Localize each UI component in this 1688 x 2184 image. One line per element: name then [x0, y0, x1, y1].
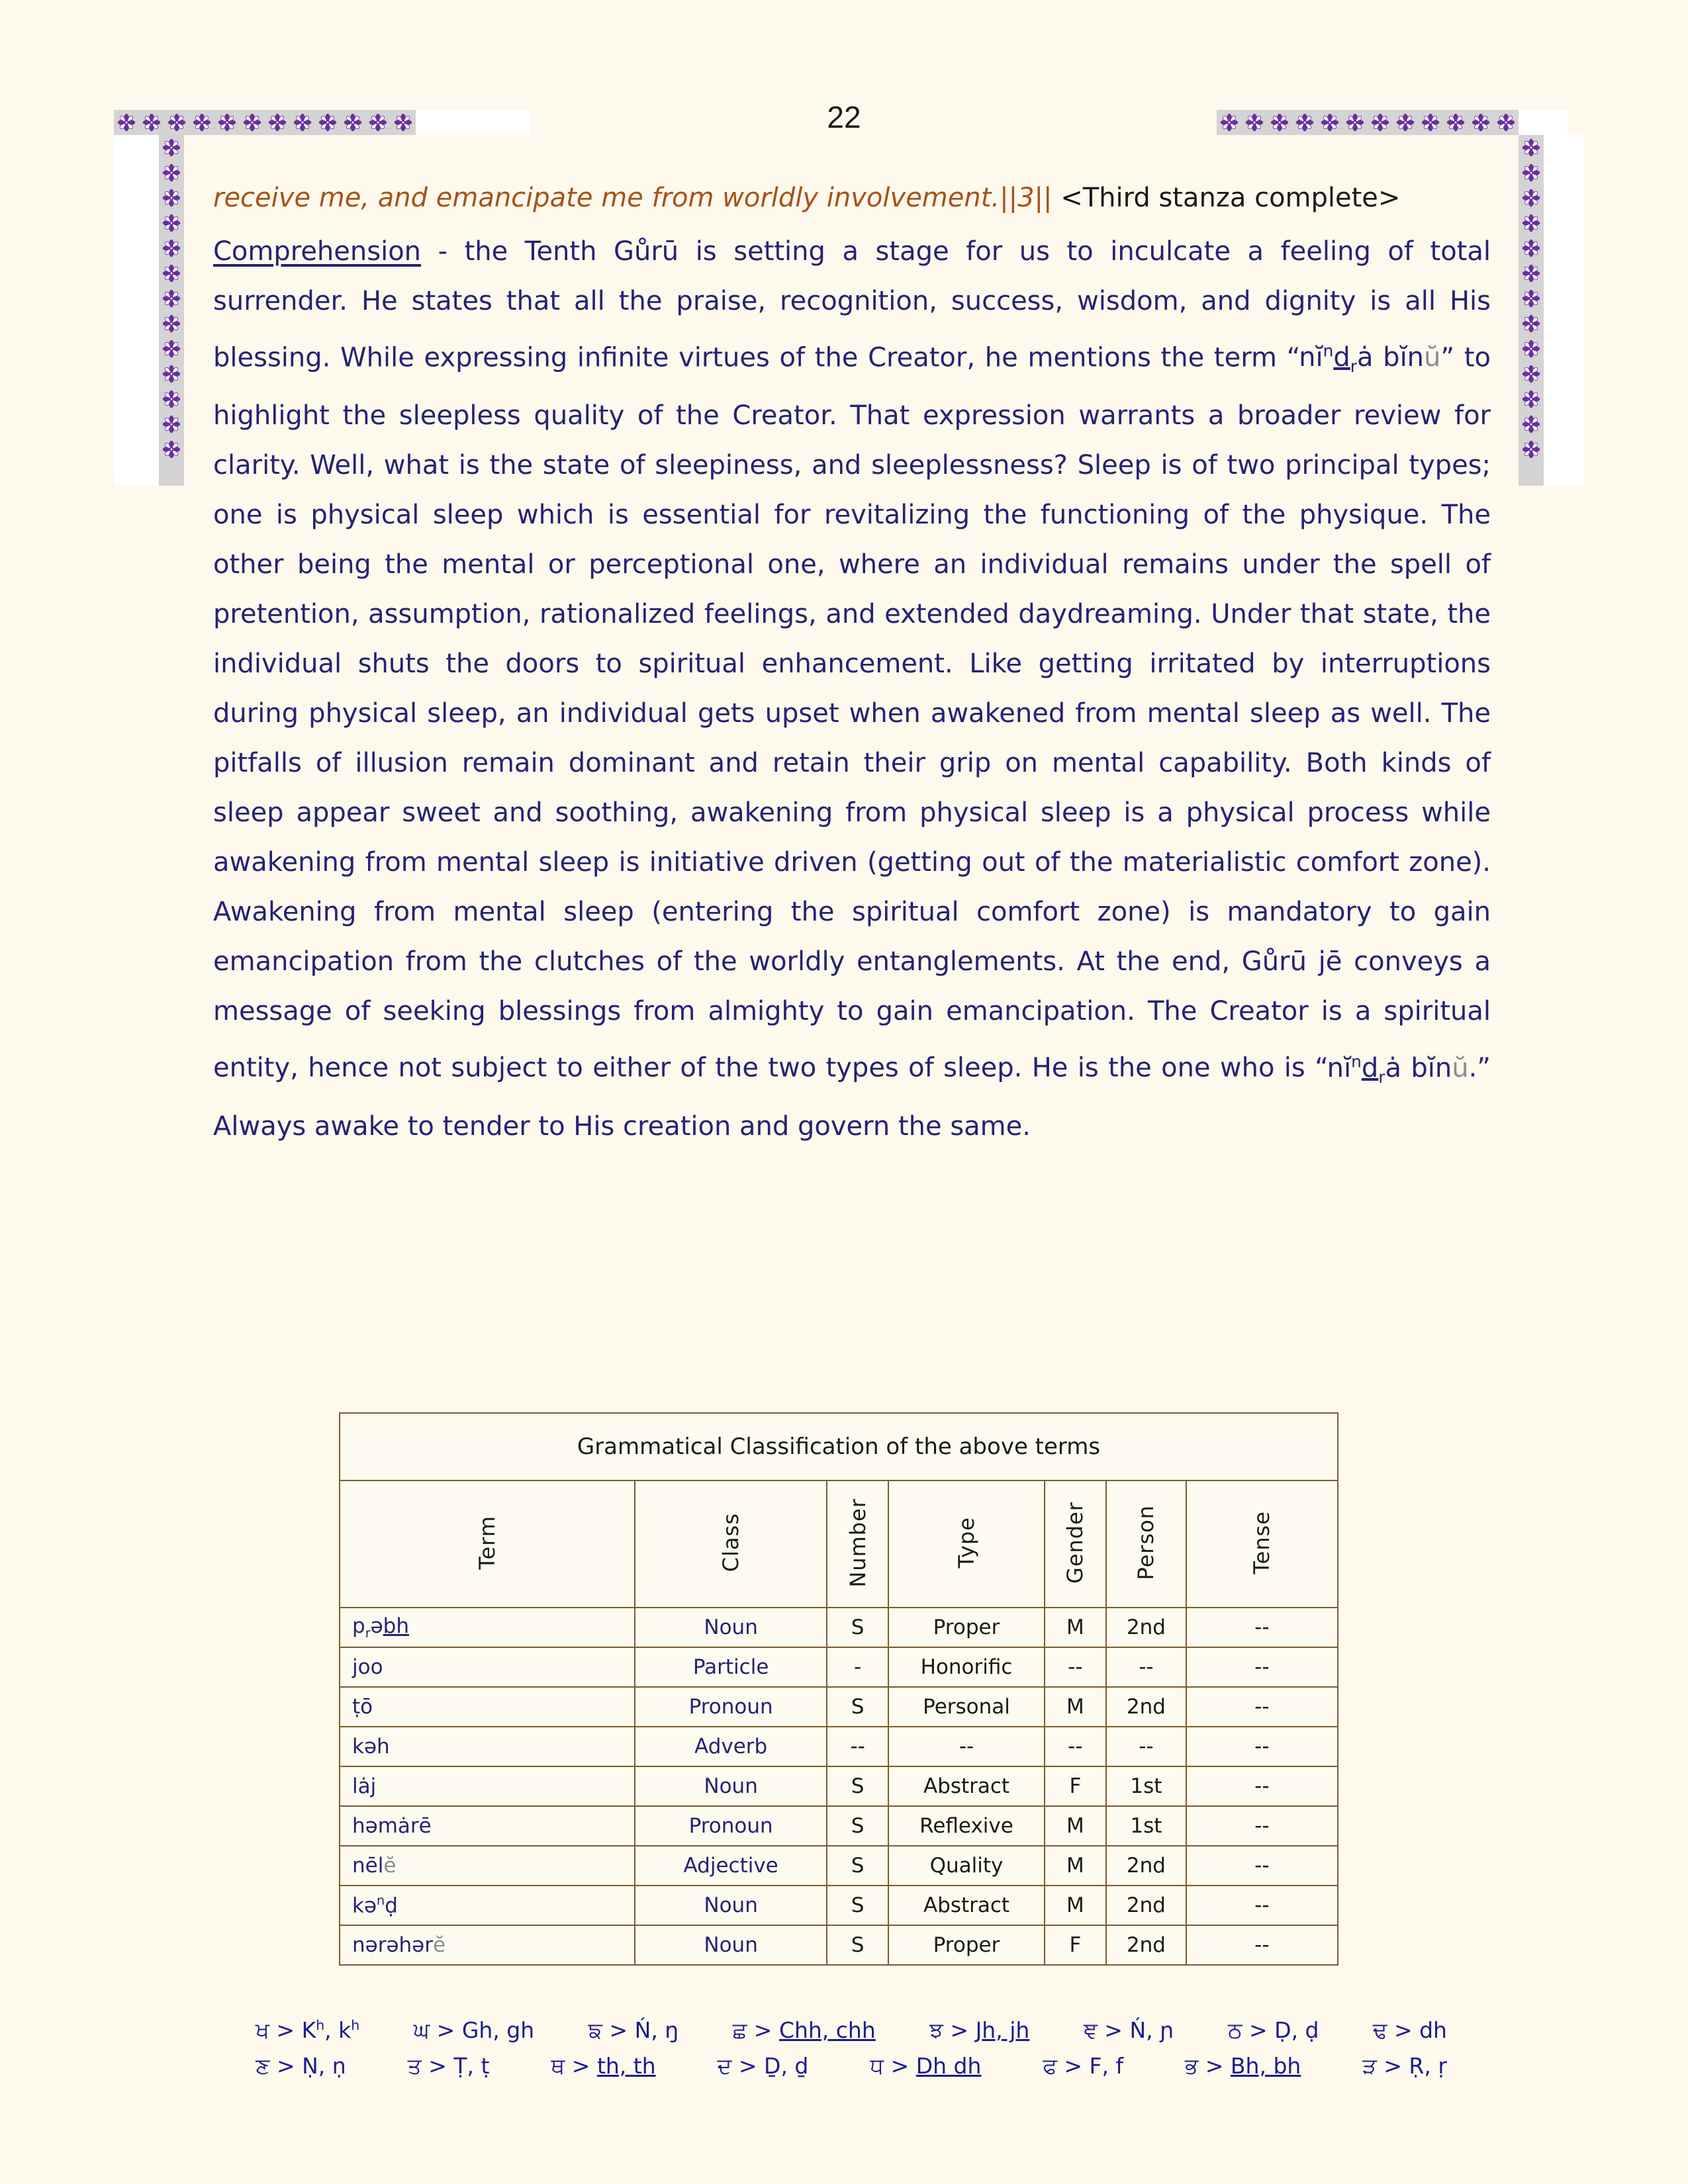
legend-gurmukhi-char: ਞ [1083, 2017, 1098, 2043]
table-row [340, 1727, 1338, 1766]
legend-roman: Dh dh [915, 2053, 982, 2079]
legend-arrow: > [1376, 2053, 1409, 2079]
cell-person: 2nd [1106, 1886, 1186, 1925]
flower-motif-icon [159, 236, 184, 261]
cell-number: S [827, 1846, 888, 1886]
table-header-row [340, 1480, 1338, 1608]
term-pre: həmȧrē [352, 1814, 432, 1838]
flower-motif-icon [159, 160, 184, 185]
comprehension-text-2: ” to highlight the sleepless quality of the Creator. That expression warrants a broader review for clarity. Well, what is the state of sleepiness, and sleeplessness? Sleep is of two principal types; one is physical sleep which is essential for revitalizing the functioning of the physique. The other being the mental or perceptional one, where an individual remains under the spell of pretention, assumption, rationalized feelings, and extended daydreaming. Under that state, the individual shuts the doors to spiritual enhancement. Like getting irritated by interruptions during physical sleep, an individual gets upset when awakened from mental sleep as well. The pitfalls of illusion remain dominant and retain their grip on mental capability. Both kinds of sleep appear sweet and soothing, awakening from physical sleep is a physical process while awakening from mental sleep is initiative driven (getting out of the materialistic comfort zone). Awakening from mental sleep (entering the spiritual comfort zone) is mandatory to gain emancipation from the clutches of the worldly entanglements. At the end, Gůrū jē conveys a message of seeking blessings from almighty to gain emancipation. The Creator is a spiritual entity, hence not subject to either of the two types of sleep. He is the one who is “ [213, 342, 1491, 1083]
term-pre: joo [352, 1655, 383, 1679]
flower-motif-icon [159, 261, 184, 286]
stanza-note: <Third stanza complete> [1052, 183, 1401, 213]
cell-person: 2nd [1106, 1846, 1186, 1886]
cell-tense: -- [1186, 1766, 1338, 1806]
flower-motif-icon [159, 135, 184, 160]
cell-tense: -- [1186, 1806, 1338, 1846]
cell-number: S [827, 1806, 888, 1846]
flower-motif-icon [159, 412, 184, 437]
stanza-paragraph [213, 173, 1491, 223]
legend-gurmukhi-char: ਣ [256, 2053, 270, 2079]
legend-item [551, 2053, 655, 2079]
term2-sup: n [1351, 1052, 1362, 1071]
cell-term [340, 1766, 635, 1806]
legend-gurmukhi-char: ਭ [1185, 2053, 1199, 2079]
transliterated-term-1 [1299, 341, 1441, 377]
legend-item [870, 2053, 981, 2079]
legend-roman-sup2: h [351, 2017, 360, 2033]
comprehension-paragraph [213, 227, 1491, 1152]
column-header-class [635, 1480, 827, 1608]
flower-motif-icon [1519, 311, 1544, 336]
legend-roman: Chh, chh [778, 2017, 876, 2043]
term-pre: nēl [352, 1854, 384, 1878]
cell-class: Noun [635, 1608, 827, 1647]
flower-motif-icon [159, 336, 184, 361]
cell-class: Noun [635, 1886, 827, 1925]
term-pre: nərəhər [352, 1933, 434, 1957]
cell-term [340, 1846, 635, 1886]
table-row [340, 1886, 1338, 1925]
stanza-italic-text: receive me, and emancipate me from worldly involvement. [213, 183, 1000, 213]
cell-type: Abstract [888, 1886, 1044, 1925]
page-number: 22 [827, 100, 861, 134]
legend-gurmukhi-char: ਠ [1227, 2017, 1243, 2043]
cell-class: Adverb [635, 1727, 827, 1766]
flower-motif-icon [159, 286, 184, 311]
column-header-term [340, 1480, 635, 1608]
term-sup: n [377, 1893, 385, 1909]
table-row [340, 1608, 1338, 1647]
term1-pre: nĭ [1299, 342, 1323, 373]
legend-roman: Ḏ, ḏ [764, 2053, 809, 2079]
legend-gurmukhi-char: ਘ [413, 2017, 430, 2043]
flower-motif-icon [159, 387, 184, 412]
term1-d: d [1333, 342, 1350, 373]
legend-item [408, 2053, 490, 2079]
column-header-gender [1045, 1480, 1106, 1608]
term-pre: kəh [352, 1735, 390, 1758]
cell-tense: -- [1186, 1647, 1338, 1687]
flower-motif-icon [1519, 160, 1544, 185]
cell-tense: -- [1186, 1727, 1338, 1766]
cell-type: Abstract [888, 1766, 1044, 1806]
legend-roman: F, f [1089, 2053, 1124, 2079]
term-pre: ṭō [352, 1695, 373, 1719]
legend-arrow: > [731, 2053, 765, 2079]
term-pre: kə [352, 1893, 377, 1918]
table-row [340, 1925, 1338, 1965]
legend-arrow: > [884, 2053, 916, 2079]
legend-item [256, 2053, 346, 2079]
legend-roman-part2: , k [324, 2017, 352, 2043]
grammatical-classification-table [339, 1412, 1338, 1966]
legend-item [1185, 2053, 1301, 2079]
column-header-label: Tense [1249, 1511, 1275, 1574]
term-sub: r [365, 1625, 371, 1641]
legend-item [929, 2017, 1029, 2044]
cell-gender: -- [1045, 1727, 1106, 1766]
cell-term [340, 1608, 635, 1647]
legend-roman: dh [1419, 2017, 1447, 2043]
legend-roman: Bh, bh [1230, 2053, 1301, 2079]
legend-gurmukhi-char: ਦ [717, 2053, 732, 2079]
cell-class: Noun [635, 1925, 827, 1965]
cell-type: Proper [888, 1608, 1044, 1647]
flower-motif-icon [159, 311, 184, 336]
legend-gurmukhi-char: ਢ [1372, 2017, 1387, 2043]
legend-item [414, 2017, 535, 2044]
legend-item [1362, 2053, 1447, 2079]
legend-row-2 [256, 2053, 1447, 2079]
cell-tense: -- [1186, 1608, 1338, 1647]
legend-gurmukhi-char: ਙ [588, 2017, 602, 2043]
main-text-column [213, 173, 1491, 1156]
legend-roman: Jh, jh [975, 2017, 1030, 2043]
legend-item [733, 2017, 876, 2044]
cell-term [340, 1925, 635, 1965]
legend-roman: Gh, gh [461, 2017, 535, 2043]
grammatical-classification-table-wrapper [339, 1412, 1338, 1966]
cell-type: Honorific [888, 1647, 1044, 1687]
column-header-number [827, 1480, 888, 1608]
cell-type: Proper [888, 1925, 1044, 1965]
column-header-label: Gender [1062, 1502, 1088, 1584]
cell-term [340, 1886, 635, 1925]
legend-roman: Ṭ, ṭ [453, 2053, 490, 2079]
cell-type: Quality [888, 1846, 1044, 1886]
table-title: Grammatical Classification of the above terms [340, 1413, 1338, 1480]
cell-class: Adjective [635, 1846, 827, 1886]
legend-arrow: > [430, 2017, 462, 2043]
cell-tense: -- [1186, 1687, 1338, 1727]
flower-motif-icon [1519, 135, 1544, 160]
legend-item [1373, 2017, 1447, 2044]
cell-gender: M [1045, 1687, 1106, 1727]
legend-arrow: > [943, 2017, 976, 2043]
table-row [340, 1766, 1338, 1806]
term-pre: lȧj [352, 1774, 377, 1798]
flower-motif-icon [1519, 185, 1544, 210]
cell-term [340, 1727, 635, 1766]
column-header-label: Number [845, 1498, 870, 1588]
term2-post: ȧ bĭn [1385, 1052, 1452, 1083]
term-mid: ə [370, 1614, 383, 1638]
cell-person: -- [1106, 1727, 1186, 1766]
legend-item [1043, 2053, 1123, 2079]
cell-person: 2nd [1106, 1925, 1186, 1965]
cell-term [340, 1647, 635, 1687]
flower-motif-icon [1519, 412, 1544, 437]
cell-term [340, 1687, 635, 1727]
legend-arrow: > [565, 2053, 597, 2079]
cell-person: 2nd [1106, 1687, 1186, 1727]
transliterated-term-2 [1327, 1052, 1469, 1087]
column-header-type [888, 1480, 1044, 1608]
cell-number: S [827, 1608, 888, 1647]
flower-motif-icon [1519, 361, 1544, 387]
legend-gurmukhi-char: ਫ [1043, 2053, 1057, 2079]
cell-gender: M [1045, 1806, 1106, 1846]
column-header-label: Person [1133, 1505, 1159, 1580]
legend-gurmukhi-char: ਛ [732, 2017, 747, 2043]
legend-item [588, 2017, 679, 2044]
flower-motif-icon [1519, 336, 1544, 361]
legend-roman: Ḍ, ḍ [1274, 2017, 1319, 2043]
cell-person: 1st [1106, 1766, 1186, 1806]
column-header-label: Term [475, 1516, 500, 1570]
legend-arrow: > [1056, 2053, 1090, 2079]
cell-gender: F [1045, 1925, 1106, 1965]
cell-term [340, 1806, 635, 1846]
legend-roman: th, th [596, 2053, 656, 2079]
term1-sup: n [1323, 341, 1334, 361]
legend-arrow: > [1387, 2017, 1420, 2043]
cell-class: Pronoun [635, 1687, 827, 1727]
flower-motif-icon [159, 210, 184, 236]
term-grey: ĕ [433, 1933, 446, 1957]
flower-motif-icon [1519, 387, 1544, 412]
cell-gender: M [1045, 1608, 1106, 1647]
term2-pre: nĭ [1327, 1052, 1352, 1083]
cell-gender: M [1045, 1886, 1106, 1925]
column-header-person [1106, 1480, 1186, 1608]
legend-gurmukhi-char: ਧ [870, 2053, 884, 2079]
legend-arrow: > [1198, 2053, 1231, 2079]
column-header-tense [1186, 1480, 1338, 1608]
legend-roman-part: K [301, 2017, 316, 2043]
cell-person: -- [1106, 1647, 1186, 1687]
legend-arrow: > [269, 2053, 303, 2079]
term1-grey: ŭ [1424, 342, 1441, 373]
flower-motif-icon [159, 437, 184, 462]
stanza-mark: ||3|| [1000, 183, 1053, 213]
legend-arrow: > [602, 2017, 635, 2043]
flower-motif-icon [1519, 210, 1544, 236]
table-row [340, 1806, 1338, 1846]
legend-roman: Ń, ŋ [634, 2017, 679, 2043]
column-header-label: Class [718, 1513, 744, 1572]
cell-number: S [827, 1925, 888, 1965]
cell-number: S [827, 1687, 888, 1727]
cell-gender: M [1045, 1846, 1106, 1886]
cell-number: S [827, 1886, 888, 1925]
table-title-row [340, 1413, 1338, 1480]
term1-post: ȧ bĭn [1356, 342, 1425, 373]
legend-item [718, 2053, 809, 2079]
legend-roman: Ṇ, ṇ [302, 2053, 346, 2079]
legend-item [1084, 2017, 1174, 2044]
flower-motif-icon [159, 361, 184, 387]
comprehension-heading: Comprehension [213, 236, 422, 267]
comprehension-text-3: .” Always awake to tender to His creation and govern the same. [213, 1052, 1491, 1142]
legend-roman: Ń, ɲ [1129, 2017, 1174, 2043]
table-row [340, 1647, 1338, 1687]
decorative-border-right [1519, 135, 1544, 486]
legend-arrow: > [747, 2017, 779, 2043]
term2-d: d [1361, 1052, 1379, 1083]
legend-roman [302, 2017, 360, 2043]
cell-class: Pronoun [635, 1806, 827, 1846]
cell-tense: -- [1186, 1925, 1338, 1965]
term-pre: p [352, 1614, 365, 1638]
term-grey: ĕ [383, 1854, 397, 1878]
flower-motif-icon [1519, 437, 1544, 462]
decorative-border-left [159, 135, 184, 486]
legend-gurmukhi-char: ਖ [256, 2017, 269, 2043]
flower-motif-icon [1519, 286, 1544, 311]
legend-roman: Ṛ, ṛ [1409, 2053, 1447, 2079]
cell-class: Particle [635, 1647, 827, 1687]
term2-grey: ŭ [1452, 1052, 1469, 1083]
term1-sub: r [1350, 357, 1357, 377]
cell-tense: -- [1186, 1846, 1338, 1886]
legend-gurmukhi-char: ੜ [1362, 2053, 1377, 2079]
cell-number: S [827, 1766, 888, 1806]
comprehension-text-1: - the Tenth Gůrū is setting a stage for us to inculcate a feeling of total surrender. He states that all the praise, recognition, success, wisdom, and dignity is all His blessing. While expressing infinite virtues of the Creator, he mentions the term “ [213, 236, 1491, 373]
term2-sub: r [1378, 1067, 1385, 1087]
cell-type: -- [888, 1727, 1044, 1766]
cell-class: Noun [635, 1766, 827, 1806]
cell-tense: -- [1186, 1886, 1338, 1925]
table-row [340, 1687, 1338, 1727]
legend-arrow: > [421, 2053, 454, 2079]
cell-type: Personal [888, 1687, 1044, 1727]
table-row [340, 1846, 1338, 1886]
cell-number: -- [827, 1727, 888, 1766]
legend-arrow: > [269, 2017, 302, 2043]
cell-number: - [827, 1647, 888, 1687]
cell-gender: -- [1045, 1647, 1106, 1687]
cell-type: Reflexive [888, 1806, 1044, 1846]
cell-person: 2nd [1106, 1608, 1186, 1647]
legend-roman-sup: h [316, 2017, 325, 2033]
flower-motif-icon [159, 185, 184, 210]
legend-gurmukhi-char: ਝ [929, 2017, 943, 2043]
legend-item [256, 2017, 359, 2044]
legend-item [1228, 2017, 1319, 2044]
term-post: ḍ [385, 1893, 398, 1918]
legend-gurmukhi-char: ਥ [551, 2053, 565, 2079]
legend-row-1 [256, 2017, 1447, 2044]
legend-arrow: > [1097, 2017, 1130, 2043]
transliteration-legend [256, 2017, 1447, 2089]
flower-motif-icon [1519, 236, 1544, 261]
term-underlined: bh [383, 1614, 409, 1638]
cell-person: 1st [1106, 1806, 1186, 1846]
column-header-label: Type [954, 1517, 979, 1569]
cell-gender: F [1045, 1766, 1106, 1806]
flower-motif-icon [1519, 261, 1544, 286]
legend-gurmukhi-char: ਤ [407, 2053, 422, 2079]
legend-arrow: > [1242, 2017, 1275, 2043]
